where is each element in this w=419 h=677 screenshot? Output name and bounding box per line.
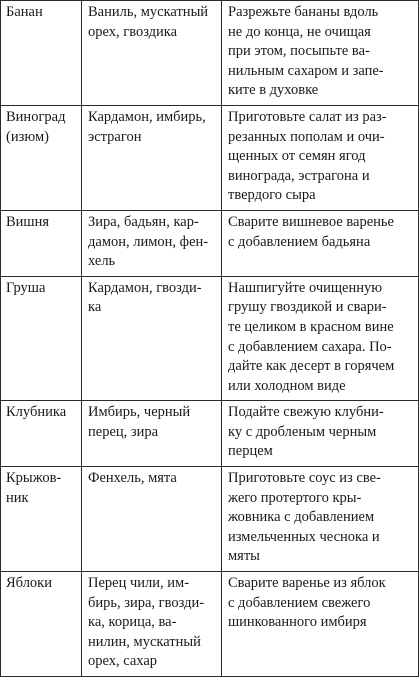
recipe-cell-line: грушу гвоздикой и свари- bbox=[228, 299, 387, 316]
fruit-cell bbox=[1, 105, 82, 210]
spices-cell-line: хель bbox=[88, 253, 116, 270]
table-row bbox=[1, 1, 419, 106]
table-row bbox=[1, 467, 419, 572]
recipe-cell-line: Сварите вишневое варенье bbox=[228, 213, 394, 230]
spices-cell-line: Ваниль, мускатный bbox=[88, 4, 209, 20]
recipe-cell-line: Сварите варенье из яблок bbox=[228, 575, 386, 592]
spices-cell-line: ка bbox=[88, 299, 102, 316]
spices-cell-line: Перец чили, им- bbox=[88, 575, 190, 592]
fruit-cell bbox=[1, 1, 82, 106]
fruit-cell-line: Клубника bbox=[6, 404, 67, 421]
recipe-cell-line: перцем bbox=[228, 443, 273, 460]
recipe-cell-line: те целиком в красном вине bbox=[228, 318, 394, 335]
recipe-cell bbox=[222, 572, 419, 677]
recipe-cell-line: жего протертого кры- bbox=[228, 489, 362, 506]
fruit-cell-line: ник bbox=[6, 489, 29, 506]
recipe-cell-line: измельченных чеснока и bbox=[228, 528, 380, 545]
fruit-cell bbox=[1, 276, 82, 401]
recipe-cell bbox=[222, 1, 419, 106]
spices-cell-line: Кардамон, имбирь, bbox=[88, 108, 206, 125]
spices-cell bbox=[82, 210, 222, 276]
fruit-cell-line: Вишня bbox=[6, 213, 50, 230]
table-row bbox=[1, 572, 419, 677]
recipe-cell-line: твердого сыра bbox=[228, 187, 316, 204]
recipe-cell-line: ките в духовке bbox=[228, 82, 319, 99]
fruit-cell-line: Виноград bbox=[6, 108, 66, 125]
fruit-cell bbox=[1, 401, 82, 467]
spices-cell bbox=[82, 401, 222, 467]
recipe-cell bbox=[222, 210, 419, 276]
spices-cell-line: перец, зира bbox=[88, 423, 159, 440]
spices-cell-line: орех, гвоздика bbox=[88, 23, 178, 40]
fruit-cell-line: Крыжов- bbox=[6, 470, 62, 487]
spices-cell-line: Фенхель, мята bbox=[88, 470, 177, 487]
spices-cell-line: нилин, мускатный bbox=[88, 633, 201, 650]
fruit-cell bbox=[1, 467, 82, 572]
recipe-cell-line: шинкованного имбиря bbox=[228, 614, 367, 631]
recipe-cell-line: дайте как десерт в горячем bbox=[228, 358, 395, 375]
recipe-cell-line: щенных от семян ягод bbox=[228, 148, 366, 165]
spices-cell bbox=[82, 572, 222, 677]
spices-cell-line: эстрагон bbox=[88, 128, 142, 145]
recipe-cell bbox=[222, 401, 419, 467]
recipe-cell-line: Приготовьте салат из раз- bbox=[228, 108, 387, 125]
fruit-cell-line: Банан bbox=[6, 4, 43, 20]
recipe-cell-line: с добавлением бадьяна bbox=[228, 233, 371, 250]
fruit-cell-line: Груша bbox=[6, 279, 46, 296]
recipe-cell-line: винограда, эстрагона и bbox=[228, 167, 370, 184]
spices-cell bbox=[82, 1, 222, 106]
recipe-cell-line: нильным сахаром и запе- bbox=[228, 62, 384, 79]
recipe-cell-line: жовника с добавлением bbox=[228, 509, 375, 526]
fruit-cell bbox=[1, 210, 82, 276]
recipe-cell-line: Нашпигуйте очищенную bbox=[228, 279, 383, 296]
spices-cell-line: дамон, лимон, фен- bbox=[88, 233, 209, 250]
fruit-cell-line: (изюм) bbox=[6, 128, 49, 145]
spices-cell-line: бирь, зира, гвозди- bbox=[88, 594, 205, 611]
recipe-cell bbox=[222, 105, 419, 210]
table-row bbox=[1, 105, 419, 210]
spices-cell-line: Зира, бадьян, кар- bbox=[88, 213, 199, 230]
recipe-cell-line: с добавлением сахара. По- bbox=[228, 338, 392, 355]
spices-cell-line: ка, корица, ва- bbox=[88, 614, 177, 631]
recipe-cell-line: Приготовьте соус из све- bbox=[228, 470, 381, 487]
table-body bbox=[1, 1, 419, 677]
spices-cell bbox=[82, 467, 222, 572]
recipe-cell-line: не до конца, не очищая bbox=[228, 23, 371, 40]
spices-cell-line: орех, сахар bbox=[88, 653, 158, 670]
recipe-cell-line: Разрежьте бананы вдоль bbox=[228, 4, 379, 20]
recipe-cell-line: с добавлением свежего bbox=[228, 594, 371, 611]
recipe-cell-line: или холодном виде bbox=[228, 377, 346, 394]
fruit-cell bbox=[1, 572, 82, 677]
table-row bbox=[1, 210, 419, 276]
spices-cell-line: Кардамон, гвозди- bbox=[88, 279, 202, 296]
recipe-cell-line: при этом, посыпьте ва- bbox=[228, 43, 370, 60]
recipe-cell bbox=[222, 276, 419, 401]
table-row bbox=[1, 276, 419, 401]
recipe-cell bbox=[222, 467, 419, 572]
spices-cell-line: Имбирь, черный bbox=[88, 404, 191, 421]
spices-cell bbox=[82, 105, 222, 210]
spices-cell bbox=[82, 276, 222, 401]
fruit-cell-line: Яблоки bbox=[6, 575, 52, 592]
recipe-cell-line: ку с дробленым черным bbox=[228, 423, 377, 440]
recipe-cell-line: мяты bbox=[228, 548, 260, 565]
table-row bbox=[1, 401, 419, 467]
recipe-cell-line: Подайте свежую клубни- bbox=[228, 404, 384, 421]
recipe-cell-line: резанных пополам и очи- bbox=[228, 128, 385, 145]
